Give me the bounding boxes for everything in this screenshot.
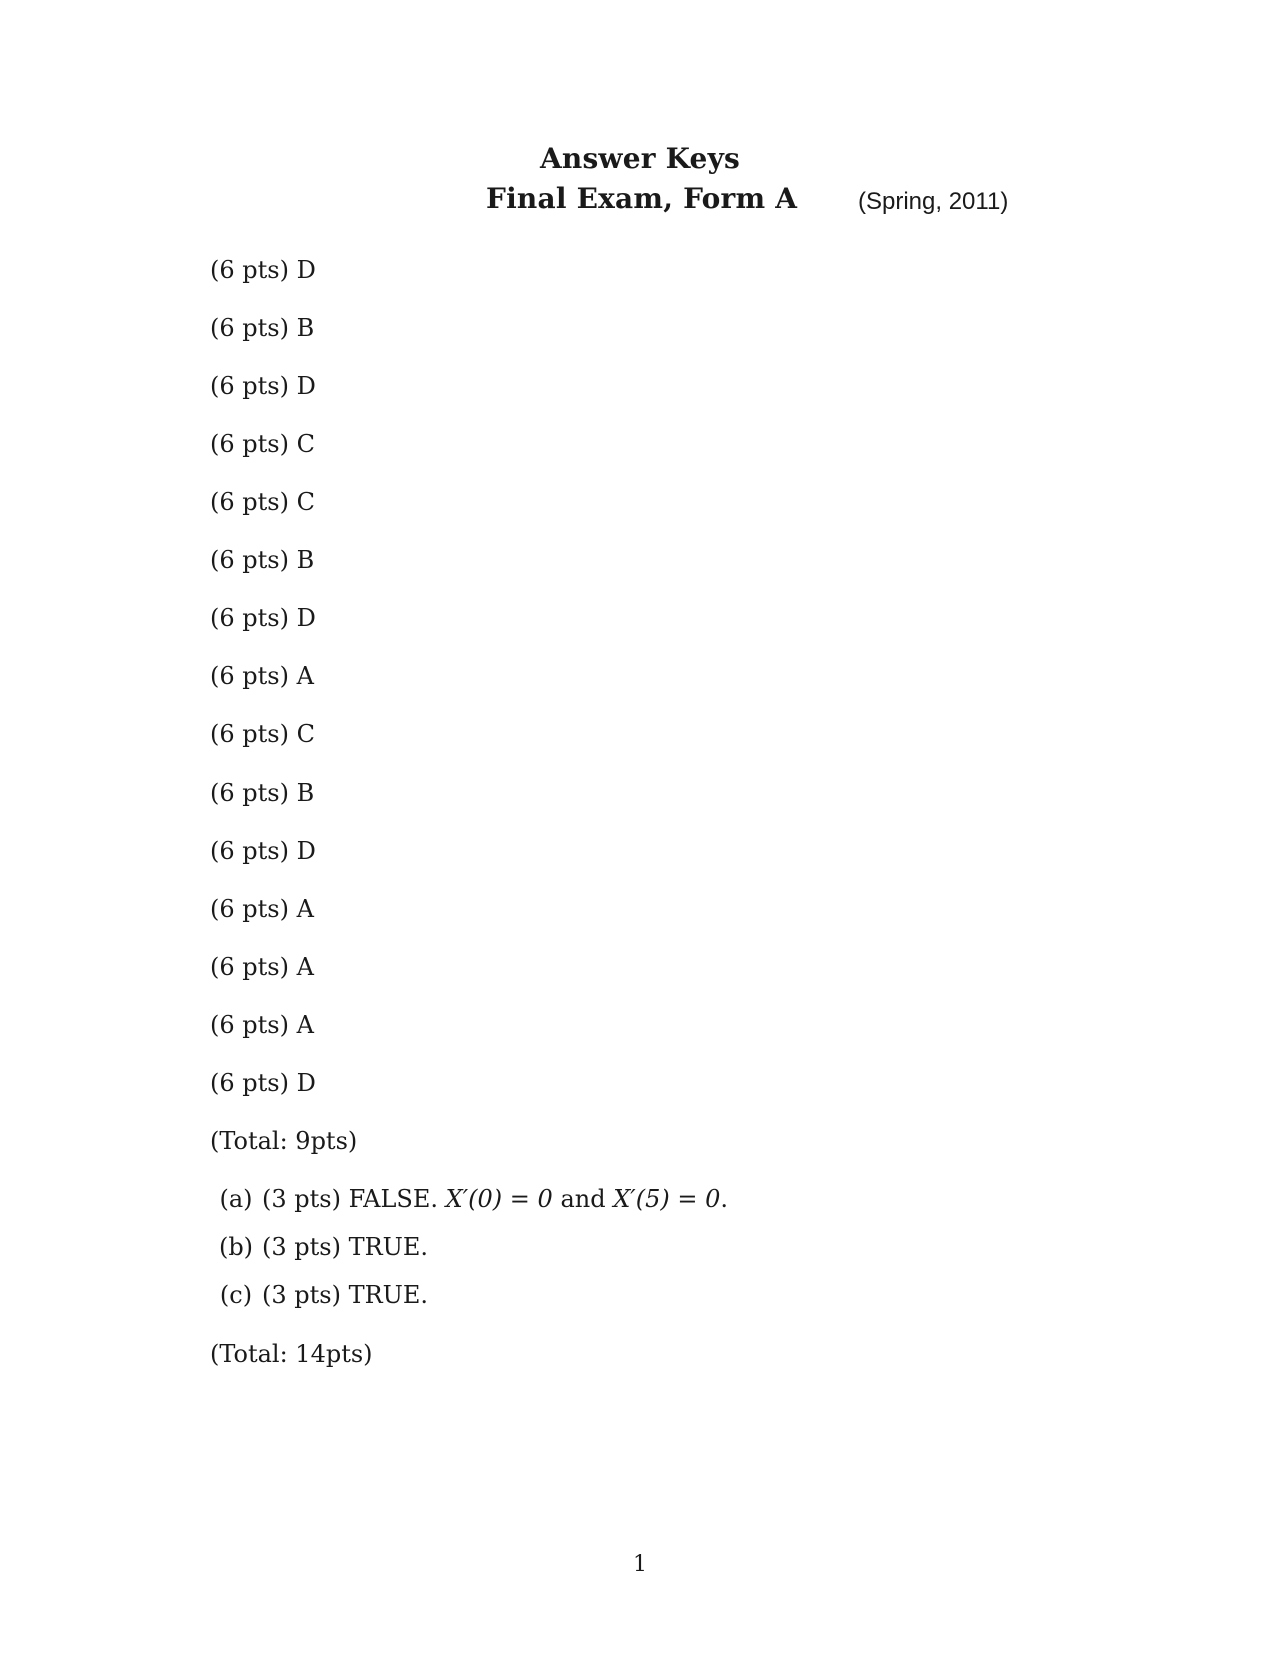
sub-answer-text: (3 pts) TRUE. (262, 1281, 429, 1309)
answer-text: (Total: 14pts) (210, 1340, 373, 1368)
answer-text: (6 pts) A (210, 1011, 314, 1039)
answer-text: (6 pts) A (210, 662, 314, 690)
sub-answer-text (262, 1185, 728, 1213)
exam-term: (Spring, 2011) (858, 188, 1009, 215)
document-subtitle: Final Exam, Form A (486, 182, 798, 215)
math-expression: X′(5) = 0 (613, 1185, 721, 1213)
sub-answer-label: (a) (219, 1185, 253, 1213)
math-expression: X′(0) = 0 (445, 1185, 553, 1213)
sub-answer-text: (3 pts) TRUE. (262, 1233, 429, 1261)
sub-answer-item (0, 1281, 1280, 1311)
document-title: Answer Keys (539, 142, 741, 175)
sub-answer-item (0, 1185, 1280, 1215)
answer-text: (6 pts) A (210, 953, 314, 981)
answer-text: (6 pts) D (210, 604, 316, 632)
answer-text: (6 pts) C (210, 430, 315, 458)
answer-text: (6 pts) C (210, 488, 315, 516)
answer-text: (6 pts) B (210, 314, 315, 342)
page-number: 1 (633, 1552, 647, 1577)
answer-text: (Total: 9pts) (210, 1127, 358, 1155)
answer-text: (6 pts) D (210, 256, 316, 284)
answer-text: (6 pts) B (210, 546, 315, 574)
answer-text: (6 pts) D (210, 372, 316, 400)
answer-text: (6 pts) D (210, 1069, 316, 1097)
answer-text: (6 pts) A (210, 895, 314, 923)
answer-text: (6 pts) D (210, 837, 316, 865)
sub-answer-lead: (3 pts) FALSE. (262, 1185, 446, 1213)
sub-answer-label: (b) (218, 1233, 254, 1261)
answer-text: (6 pts) C (210, 720, 315, 748)
sub-answer-label: (c) (219, 1281, 253, 1309)
sub-answer-period: . (720, 1185, 729, 1213)
sub-answer-item (0, 1233, 1280, 1263)
answer-text: (6 pts) B (210, 779, 315, 807)
sub-answer-conjunction: and (552, 1185, 614, 1213)
